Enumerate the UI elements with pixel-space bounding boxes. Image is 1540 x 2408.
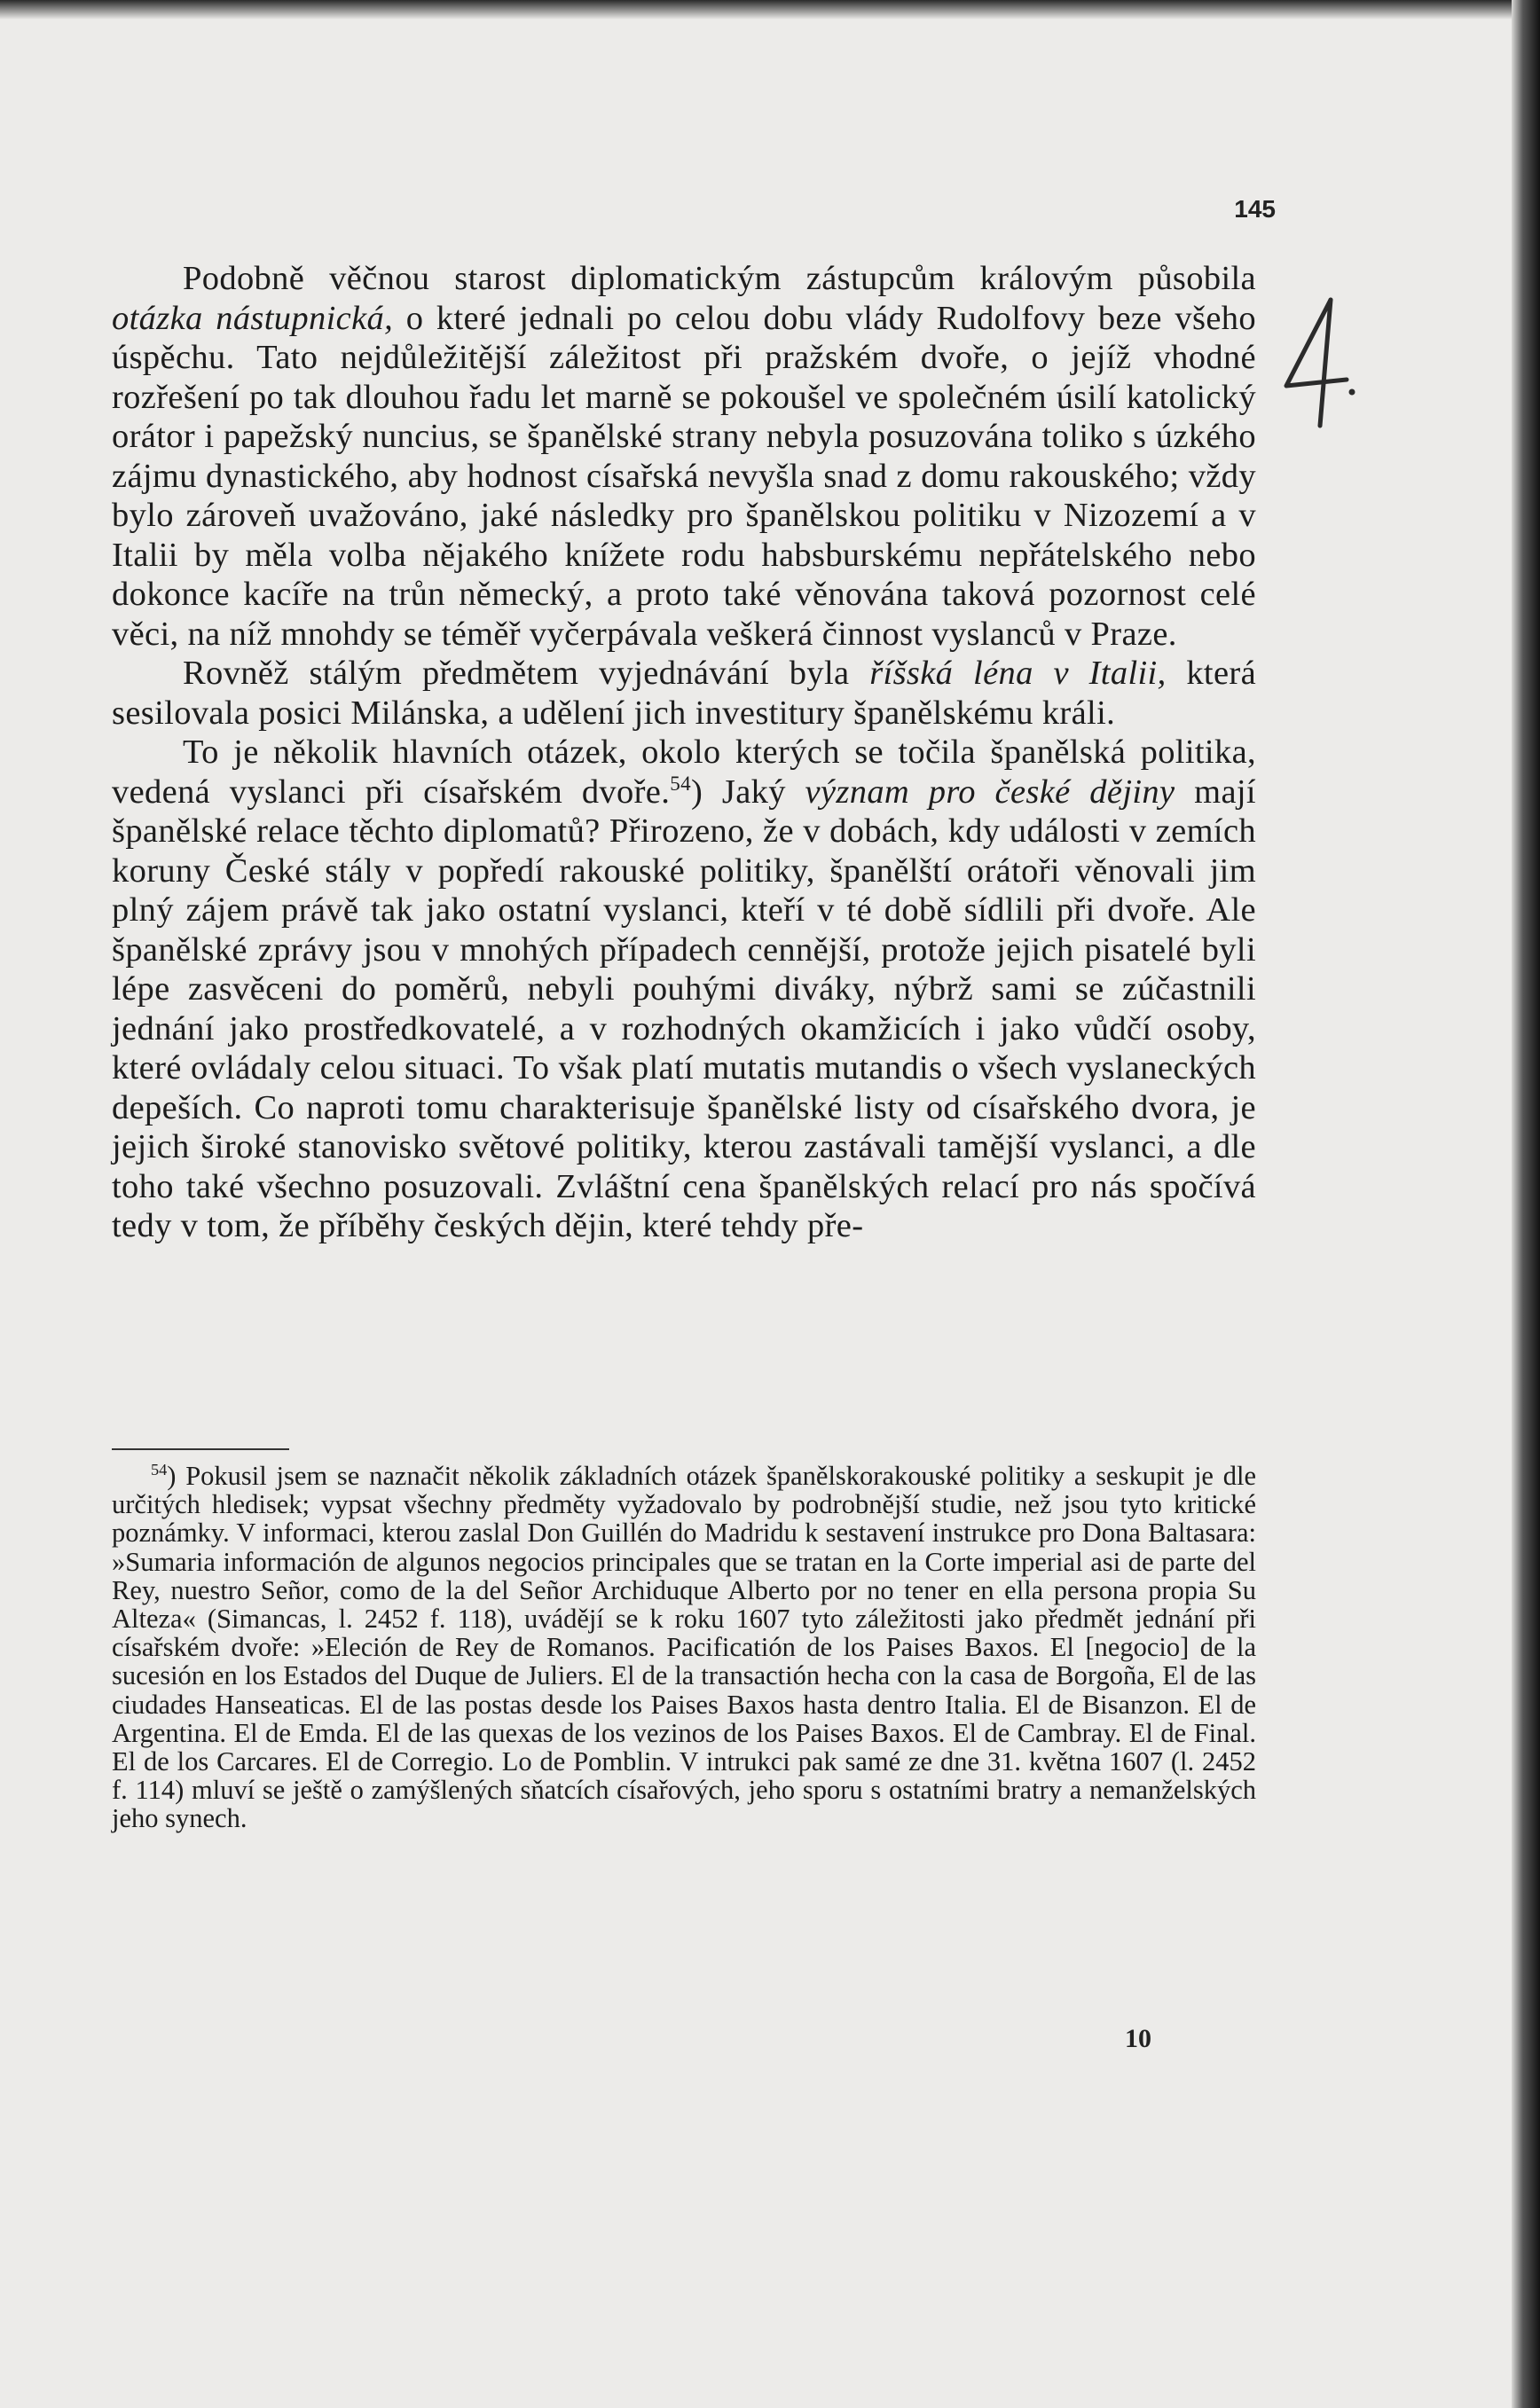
handwritten-note-mark xyxy=(1277,293,1357,435)
paragraph-2: Rovněž stálým předmětem vyjednávání byla říšská léna v Italii, která sesilovala posici Milánska, a udělení jich investitury španělskému králi. xyxy=(112,655,1257,732)
body-text xyxy=(112,259,1256,1246)
scan-edge-right xyxy=(1512,0,1540,2408)
paragraph-1: Podobně věčnou starost diplomatickým zástupcům královým působila otázka nástupnická, o které jednali po celou dobu vlády Rudolfovy beze všeho úspěchu. Tato nejdůležitější záležitost při pražském dvoře, o jejíž vhodné rozřešení po tak dlouhou řadu let marně se pokoušel ve společném úsilí katolický orátor i papežský nuncius, se španělské strany nebyla posuzována toliko s úzkého zájmu dynastického, aby hodnost císařská nevyšla snad z domu rakouského; vždy bylo zároveň uvažováno, jaké následky pro španělskou politiku v Nizozemí a v Italii by měla volba nějakého knížete rodu habsburskému nepřátelského nebo dokonce kacíře na trůn německý, a proto také věnována taková pozornost celé věci, na níž mnohdy se téměř vyčerpávala veškerá činnost vyslanců v Praze. xyxy=(112,260,1256,653)
paragraph-3: To je několik hlavních otázek, okolo kterých se točila španělská politika, vedená vyslanci při císařském dvoře.$^{54}$) Jaký význam pro české dějiny mají španělské relace těchto diplomatů? Přirozeno, že v dobách, kdy události v zemích koruny České stály v popředí rakouské politiky, španělští orátoři věnovali jim plný zájem právě tak jako ostatní vyslanci, kteří v té době sídlili při dvoře. Ale španělské zprávy jsou v mnohých případech cennější, protože jejich pisatelé byli lépe zasvěceni do poměrů, nebyli pouhými diváky, nýbrž sami se zúčastnili jednání jako prostředkovatelé, a v rozhodných okamžicích i jako vůdčí osoby, které ovládaly celou situaci. To však platí mutatis mutandis o všech vyslaneckých depeších. Co naproti tomu charakterisuje španělské listy od císařského dvora, je jejich široké stanovisko světové politiky, kterou zastávali tamější vyslanci, a dle toho také všechno posuzovali. Zvláštní cena španělských relací pro nás spočívá tedy v tom, že příběhy českých dějin, které tehdy pře- xyxy=(112,733,1256,1244)
signature-mark: 10 xyxy=(1125,2024,1151,2053)
footnote-54: $^{54}$) Pokusil jsem se naznačit několik základních otázek španělskorakouské politiky a seskupit je dle určitých hledisek; vypsat všechny předměty vyžadovalo by podrobnější studie, než jsou tyto kritické poznámky. V informaci, kterou zaslal Don Guillén do Madridu k sestavení instrukce pro Dona Baltasara: »Sumaria información de algunos negocios principales que se tratan en la Corte imperial asi de parte del Rey, nuestro Señor, como de la del Señor Archiduque Alberto por no tener en ella persona propia Su Alteza« (Simancas, l. 2452 f. 118), uvádějí se k roku 1607 tyto záležitosti jako předmět jednání při císařském dvoře: »Eleción de Rey de Romanos. Pacificatión de los Paises Baxos. El [negocio] de la sucesión en los Estados del Duque de Juliers. El de la transactión hecha con la casa de Borgoña, El de las ciudades Hanseaticas. El de las postas desde los Paises Baxos hasta dentro Italia. El de Bisanzon. El de Argentina. El de Emda. El de las quexas de los vezinos de los Paises Baxos. El de Cambray. El de Final. El de los Carcares. El de Corregio. Lo de Pomblin. V intrukci pak samé ze dne 31. května 1607 (l. 2452 f. 114) mluví se ještě o zamýšlených sňatcích císařových, jeho sporu s ostatními bratry a nemanželských jeho synech. xyxy=(112,1460,1256,1834)
footnote-divider xyxy=(112,1448,289,1450)
footnote-section xyxy=(112,1462,1256,1833)
footnote-reference[interactable]: 54 xyxy=(670,771,692,795)
page-number: 145 xyxy=(1234,195,1276,223)
scan-edge-top xyxy=(0,0,1540,20)
